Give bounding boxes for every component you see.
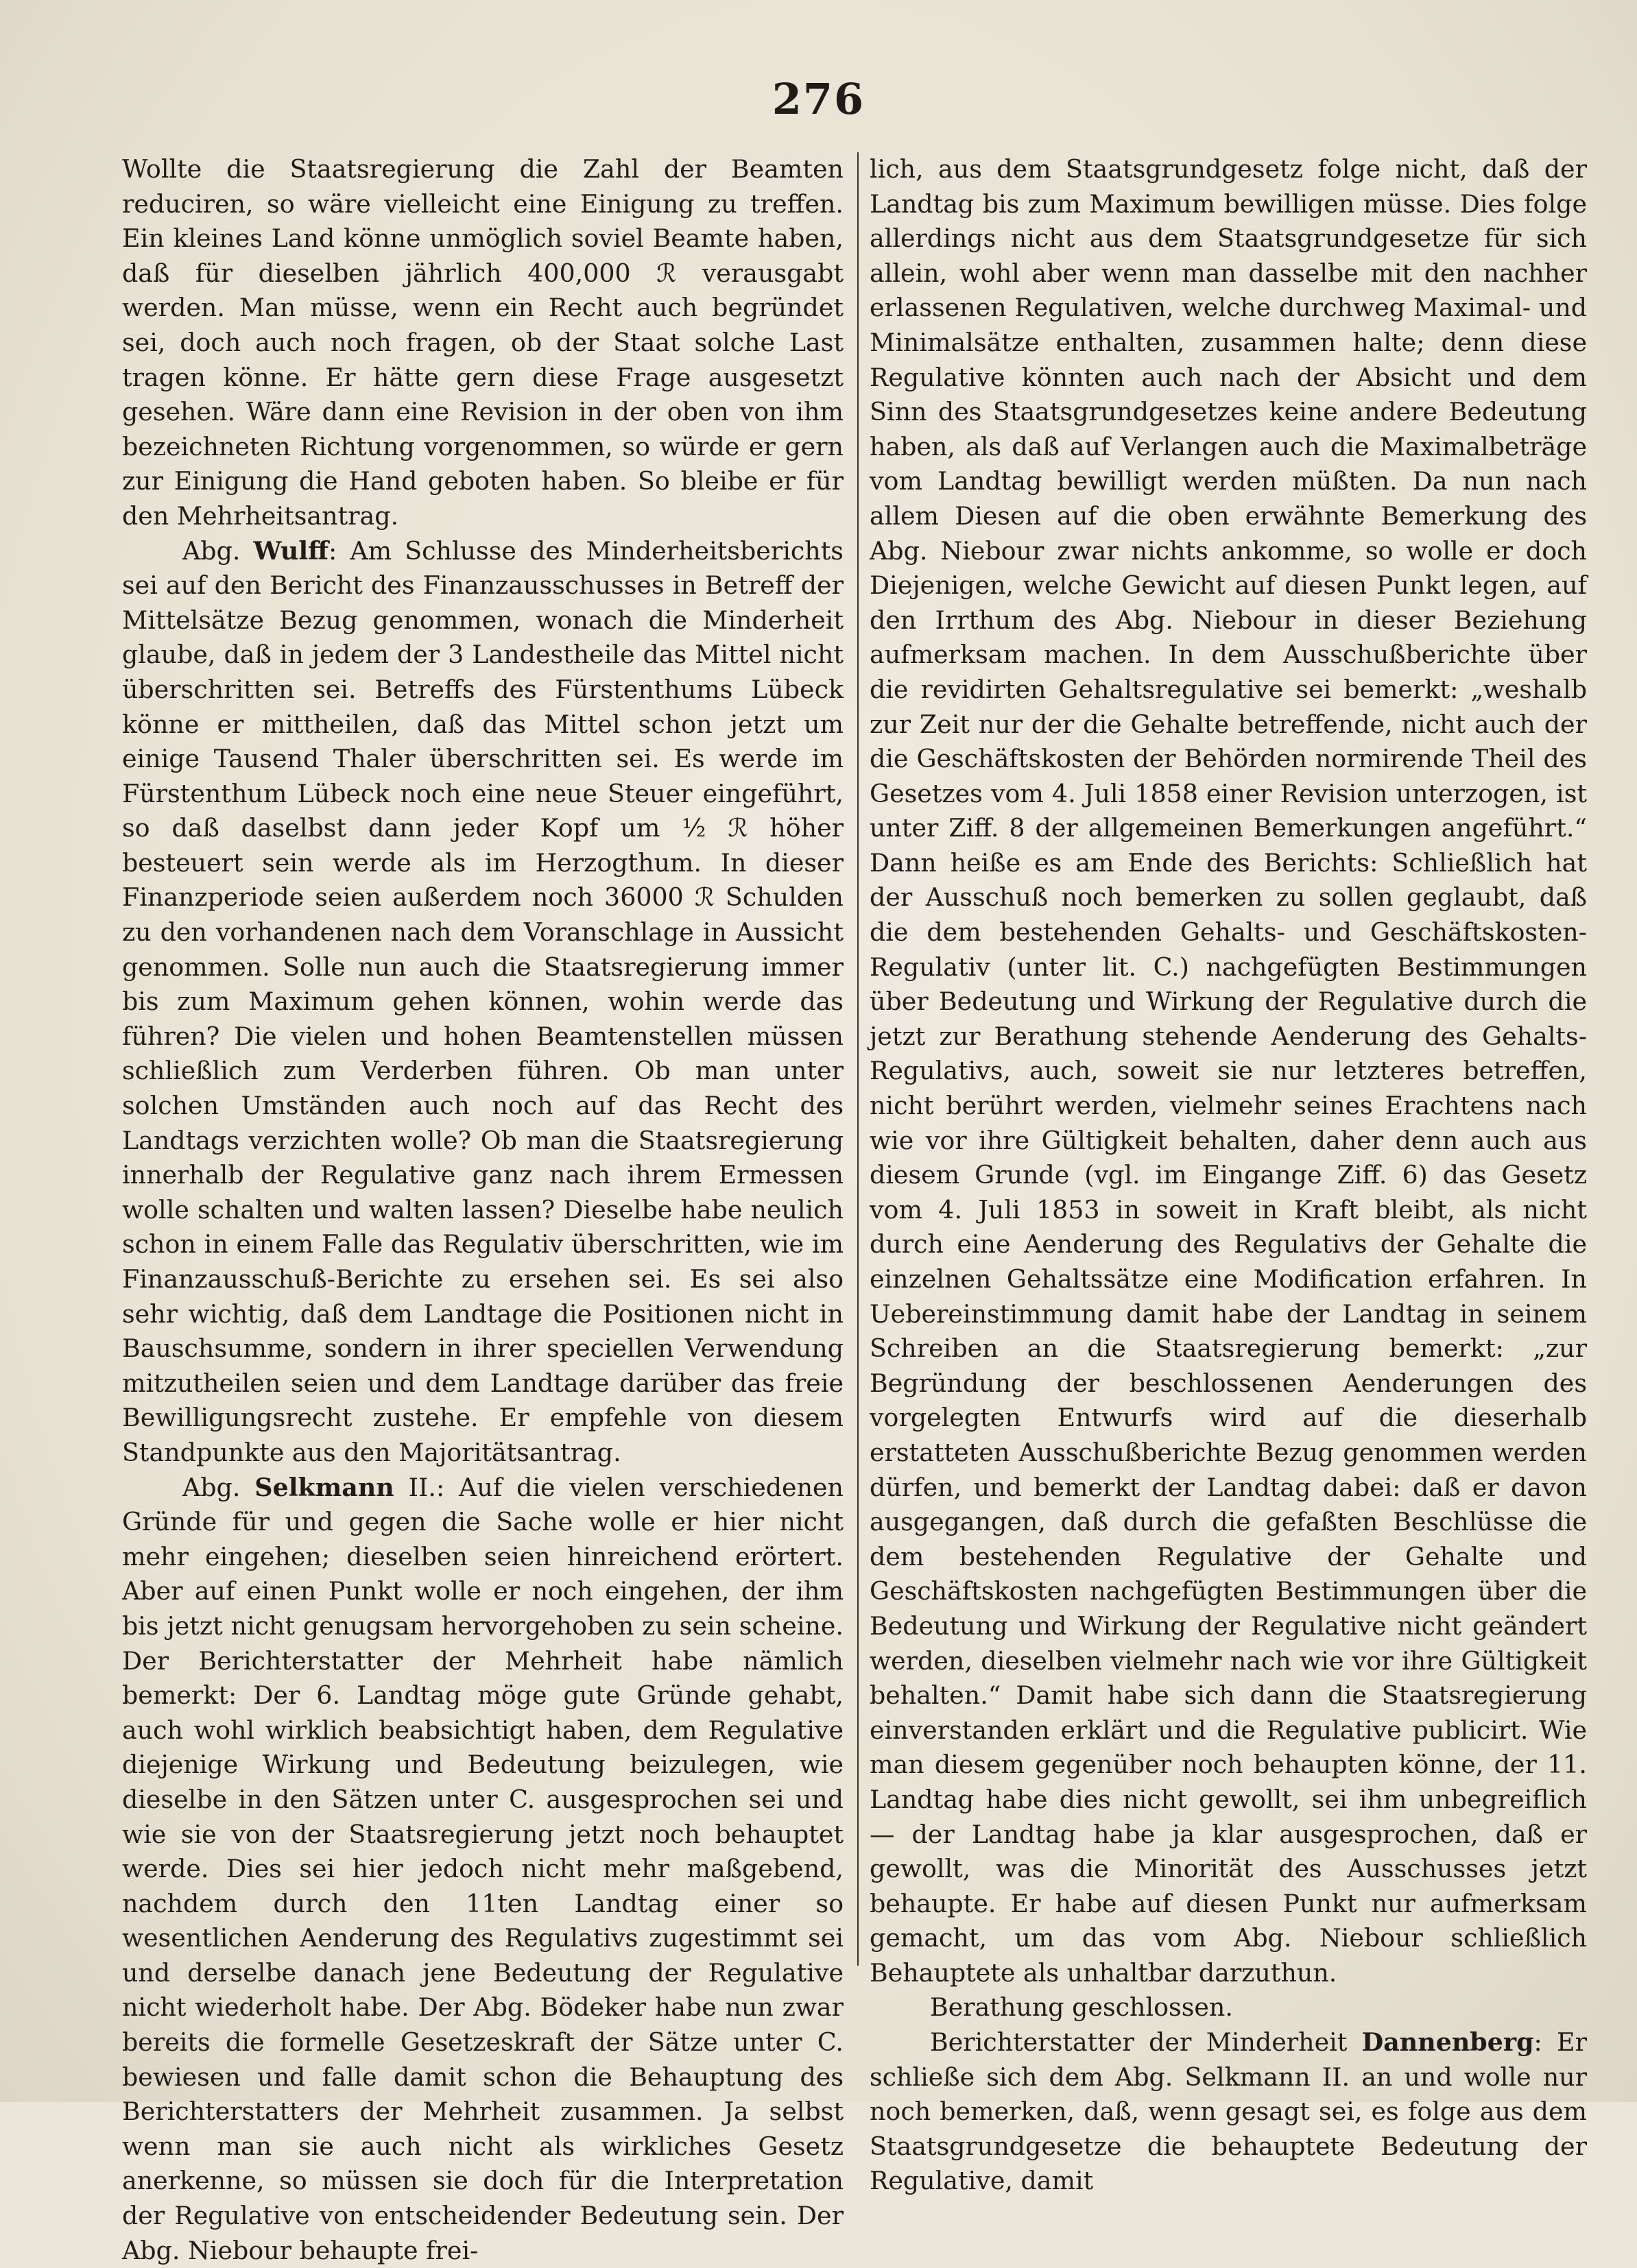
paragraph-text: Berathung geschlossen. (930, 1992, 1233, 2023)
paragraph-text: Abg. (182, 535, 254, 566)
paragraph (122, 534, 844, 1471)
paragraph (870, 2025, 1587, 2199)
paragraph (122, 152, 844, 534)
column-divider (857, 152, 859, 1966)
paragraph-text: lich, aus dem Staatsgrundgesetz folge nicht, daß der Landtag bis zum Maximum bewilligen müsse. Dies folge allerdings nicht aus dem Staatsgrundgesetze für sich allein, wohl aber wenn man dasselbe mit den nachher erlassenen Regulativen, welche durchweg Maximal- und Minimalsätze enthalten, zusammen halte; denn diese Regulative könnten auch nach der Absicht und dem Sinn des Staatsgrundgesetzes keine andere Bedeutung haben, als daß auf Verlangen auch die Maximalbeträge vom Landtag bewilligt werden müßten. Da nun nach allem Diesen auf die oben erwähnte Bemerkung des Abg. Niebour zwar nichts ankomme, so wolle er doch Diejenigen, welche Gewicht auf diesen Punkt legen, auf den Irrthum des Abg. Niebour in dieser Beziehung aufmerksam machen. In dem Ausschußberichte über die revidirten Gehaltsregulative sei bemerkt: „weshalb zur Zeit nur der die Gehalte betreffende, nicht auch der die Geschäftskosten der Behörden normirende Theil des Gesetzes vom 4. Juli 1858 einer Revision unterzogen, ist unter Ziff. 8 der allgemeinen Bemerkungen angeführt.“ Dann heiße es am Ende des Berichts: Schließlich hat der Ausschuß noch bemerken zu sollen geglaubt, daß die dem bestehenden Gehalts- und Geschäftskosten-Regulativ (unter lit. C.) nachgefügten Bestimmungen über Bedeutung und Wirkung der Regulative durch die jetzt zur Berathung stehende Aenderung des Gehalts-Regulativs, auch, soweit sie nur letzteres betreffen, nicht berührt werden, vielmehr seines Erachtens nach wie vor ihre Gültigkeit behalten, daher denn auch aus diesem Grunde (vgl. im Eingange Ziff. 6) das Gesetz vom 4. Juli 1853 in soweit in Kraft bleibt, als nicht durch eine Aenderung des Regulativs der Gehalte die einzelnen Gehaltssätze eine Modification erfahren. In Uebereinstimmung damit habe der Landtag in seinem Schreiben an die Staatsregierung bemerkt: „zur Begründung der beschlossenen Aenderungen des vorgelegten Entwurfs wird auf die dieserhalb erstatteten Ausschußberichte Bezug genommen werden dürfen, und bemerkt der Landtag dabei: daß er davon ausgegangen, daß durch die gefaßten Beschlüsse die dem bestehenden Regulative der Gehalte und Geschäftskosten nachgefügten Bestimmungen über die Bedeutung und Wirkung der Regulative nicht geändert werden, dieselben vielmehr nach wie vor ihre Gültigkeit behalten.“ Damit habe sich dann die Staatsregierung einverstanden erklärt und die Regulative publicirt. Wie man diesem gegenüber noch behaupten könne, der 11. Landtag habe dies nicht gewollt, sei ihm unbegreiflich — der Landtag habe ja klar ausgesprochen, daß er gewollt, was die Minorität des Ausschusses jetzt behaupte. Er habe auf diesen Punkt nur aufmerksam gemacht, um das vom Abg. Niebour schließlich Behauptete als unhaltbar darzuthun. (870, 154, 1587, 1988)
right-column (870, 152, 1587, 2199)
paragraph-text: : Am Schlusse des Minderheitsberichts sei auf den Bericht des Finanzausschusses in Betreff der Mittelsätze Bezug genommen, wonach die Minderheit glaube, daß in jedem der 3 Landestheile das Mittel nicht überschritten sei. Betreffs des Fürstenthums Lübeck könne er mittheilen, daß das Mittel schon jetzt um einige Tausend Thaler überschritten sei. Es werde im Fürstenthum Lübeck noch eine neue Steuer eingeführt, so daß daselbst dann jeder Kopf um ½ ℛ höher besteuert sein werde als im Herzogthum. In dieser Finanzperiode seien außerdem noch 36000 ℛ Schulden zu den vorhandenen nach dem Voranschlage in Aussicht genommen. Solle nun auch die Staatsregierung immer bis zum Maximum gehen können, wohin werde das führen? Die vielen und hohen Beamtenstellen müssen schließlich zum Verderben führen. Ob man unter solchen Umständen auch noch auf das Recht des Landtags verzichten wolle? Ob man die Staatsregierung innerhalb der Regulative ganz nach ihrem Ermessen wolle schalten und walten lassen? Dieselbe habe neulich schon in einem Falle das Regulativ überschritten, wie im Finanzausschuß-Berichte zu ersehen sei. Es sei also sehr wichtig, daß dem Landtage die Positionen nicht in Bauschsumme, sondern in ihrer speciellen Verwendung mitzutheilen seien und dem Landtage darüber das freie Bewilligungsrecht zustehe. Er empfehle von diesem Standpunkte aus den Majoritätsantrag. (122, 535, 844, 1467)
paragraph-text: Wollte die Staatsregierung die Zahl der Beamten reduciren, so wäre vielleicht eine Einigung zu treffen. Ein kleines Land könne unmöglich soviel Beamte haben, daß für dieselben jährlich 400,000 ℛ verausgabt werden. Man müsse, wenn ein Recht auch begründet sei, doch auch noch fragen, ob der Staat solche Last tragen könne. Er hätte gern diese Frage ausgesetzt gesehen. Wäre dann eine Revision in der oben von ihm bezeichneten Richtung vorgenommen, so würde er gern zur Einigung die Hand geboten haben. So bleibe er für den Mehrheitsantrag. (122, 154, 844, 531)
left-column (122, 152, 844, 2268)
page-number: 276 (772, 74, 865, 124)
speaker-name: Wulff (253, 535, 329, 566)
paragraph-text: : Er schließe sich dem Abg. Selkmann II. an und wolle nur noch bemerken, daß, wenn gesagt sei, es folge aus dem Staatsgrundgesetze die behauptete Bedeutung der Regulative, damit (870, 2027, 1587, 2196)
paragraph (870, 152, 1587, 1990)
paragraph (870, 1990, 1587, 2025)
paragraph-text: Berichterstatter der Minderheit (930, 2027, 1362, 2058)
paragraph (122, 1471, 844, 2268)
speaker-name: Dannenberg (1361, 2027, 1534, 2058)
speaker-name: Selkmann (254, 1472, 394, 1502)
paragraph-text: II.: Auf die vielen verschiedenen Gründe für und gegen die Sache wolle er hier nicht mehr eingehen; dieselben seien hinreichend erörtert. Aber auf einen Punkt wolle er noch eingehen, der ihm bis jetzt nicht genugsam hervorgehoben zu sein scheine. Der Berichterstatter der Mehrheit habe nämlich bemerkt: Der 6. Landtag möge gute Gründe gehabt, auch wohl wirklich beabsichtigt haben, dem Regulative diejenige Wirkung und Bedeutung beizulegen, wie dieselbe in den Sätzen unter C. ausgesprochen sei und wie sie von der Staatsregierung jetzt noch behauptet werde. Dies sei hier jedoch nicht mehr maßgebend, nachdem durch den 11ten Landtag einer so wesentlichen Aenderung des Regulativs zugestimmt sei und derselbe danach jene Bedeutung der Regulative nicht wiederholt habe. Der Abg. Bödeker habe nun zwar bereits die formelle Gesetzeskraft der Sätze unter C. bewiesen und falle damit schon die Behauptung des Berichterstatters der Mehrheit zusammen. Ja selbst wenn man sie auch nicht als wirkliches Gesetz anerkenne, so müssen sie doch für die Interpretation der Regulative von entscheidender Bedeutung sein. Der Abg. Niebour behaupte frei- (122, 1472, 844, 2265)
paragraph-text: Abg. (182, 1472, 255, 1502)
